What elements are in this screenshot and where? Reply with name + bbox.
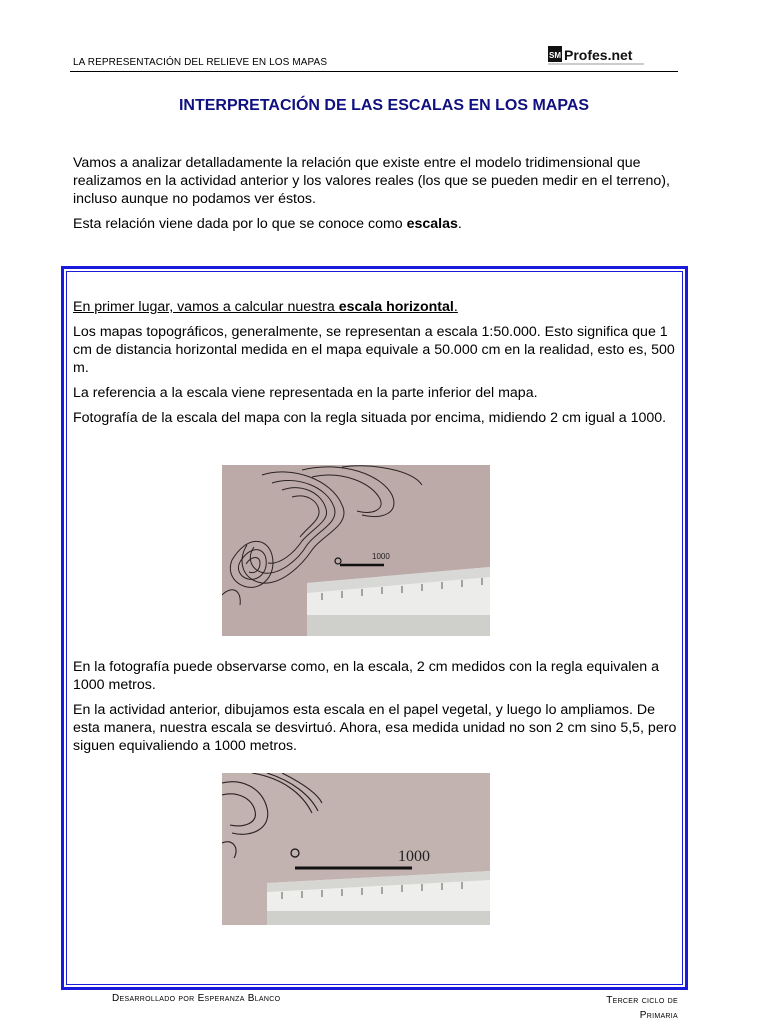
logo-text: Profes.net <box>564 47 633 63</box>
footer-course-line-2: Primaria <box>639 1010 678 1021</box>
header-section-title: LA REPRESENTACIÓN DEL RELIEVE EN LOS MAPAS <box>73 57 328 68</box>
intro-paragraph-1: Vamos a analizar detalladamente la relación que existe entre el modelo tridimensional que realizamos en la actividad anterior y los valores reales (los que se pueden medir en el terreno), incluso aunque no podamos ver éstos. <box>73 155 670 207</box>
box-paragraph-2: Los mapas topográficos, generalmente, se representan a escala 1:50.000. Esto significa que 1 cm de distancia horizontal medida en el mapa equivale a 50.000 cm en la realidad, esto es, 500 m. <box>73 324 675 376</box>
photo1-scale-label: 1000 <box>372 552 390 561</box>
box-section-1 <box>73 298 681 434</box>
page-title: INTERPRETACIÓN DE LAS ESCALAS EN LOS MAPAS <box>178 97 590 114</box>
term-escalas: escalas <box>406 216 458 232</box>
box-section-2 <box>73 658 681 762</box>
footer-course <box>560 993 678 1023</box>
box-paragraph-1: En primer lugar, vamos a calcular nuestra escala horizontal. <box>73 299 458 315</box>
box-paragraph-4: Fotografía de la escala del mapa con la regla situada por encima, midiendo 2 cm igual a 1000. <box>73 410 667 426</box>
box-paragraph-3: La referencia a la escala viene representada en la parte inferior del mapa. <box>73 385 538 401</box>
scale-photo-2-drawing <box>222 773 490 925</box>
footer-course-line-1: Tercer ciclo de <box>606 995 678 1006</box>
profes-net-logo <box>548 44 644 66</box>
intro-section <box>73 154 683 240</box>
scale-photo-2 <box>222 773 490 925</box>
scale-photo-1-drawing <box>222 465 490 636</box>
box-paragraph-5: En la fotografía puede observarse como, en la escala, 2 cm medidos con la regla equivalen a 1000 metros. <box>73 659 659 693</box>
header-divider <box>70 71 678 72</box>
intro-paragraph-2: Esta relación viene dada por lo que se conoce como escalas. <box>73 216 462 232</box>
scale-photo-1 <box>222 465 490 636</box>
photo2-scale-label: 1000 <box>398 848 430 865</box>
term-escala-horizontal: escala horizontal <box>338 299 454 315</box>
svg-text:SM: SM <box>549 51 561 60</box>
footer-author: Desarrollado por Esperanza Blanco <box>112 993 281 1004</box>
box-paragraph-6: En la actividad anterior, dibujamos esta escala en el papel vegetal, y luego lo ampliamos. De esta manera, nuestra escala se desvirtuó. Ahora, esa medida unidad no son 2 cm sino 5,5, pero siguen equivaliendo a 1000 metros. <box>73 702 677 754</box>
